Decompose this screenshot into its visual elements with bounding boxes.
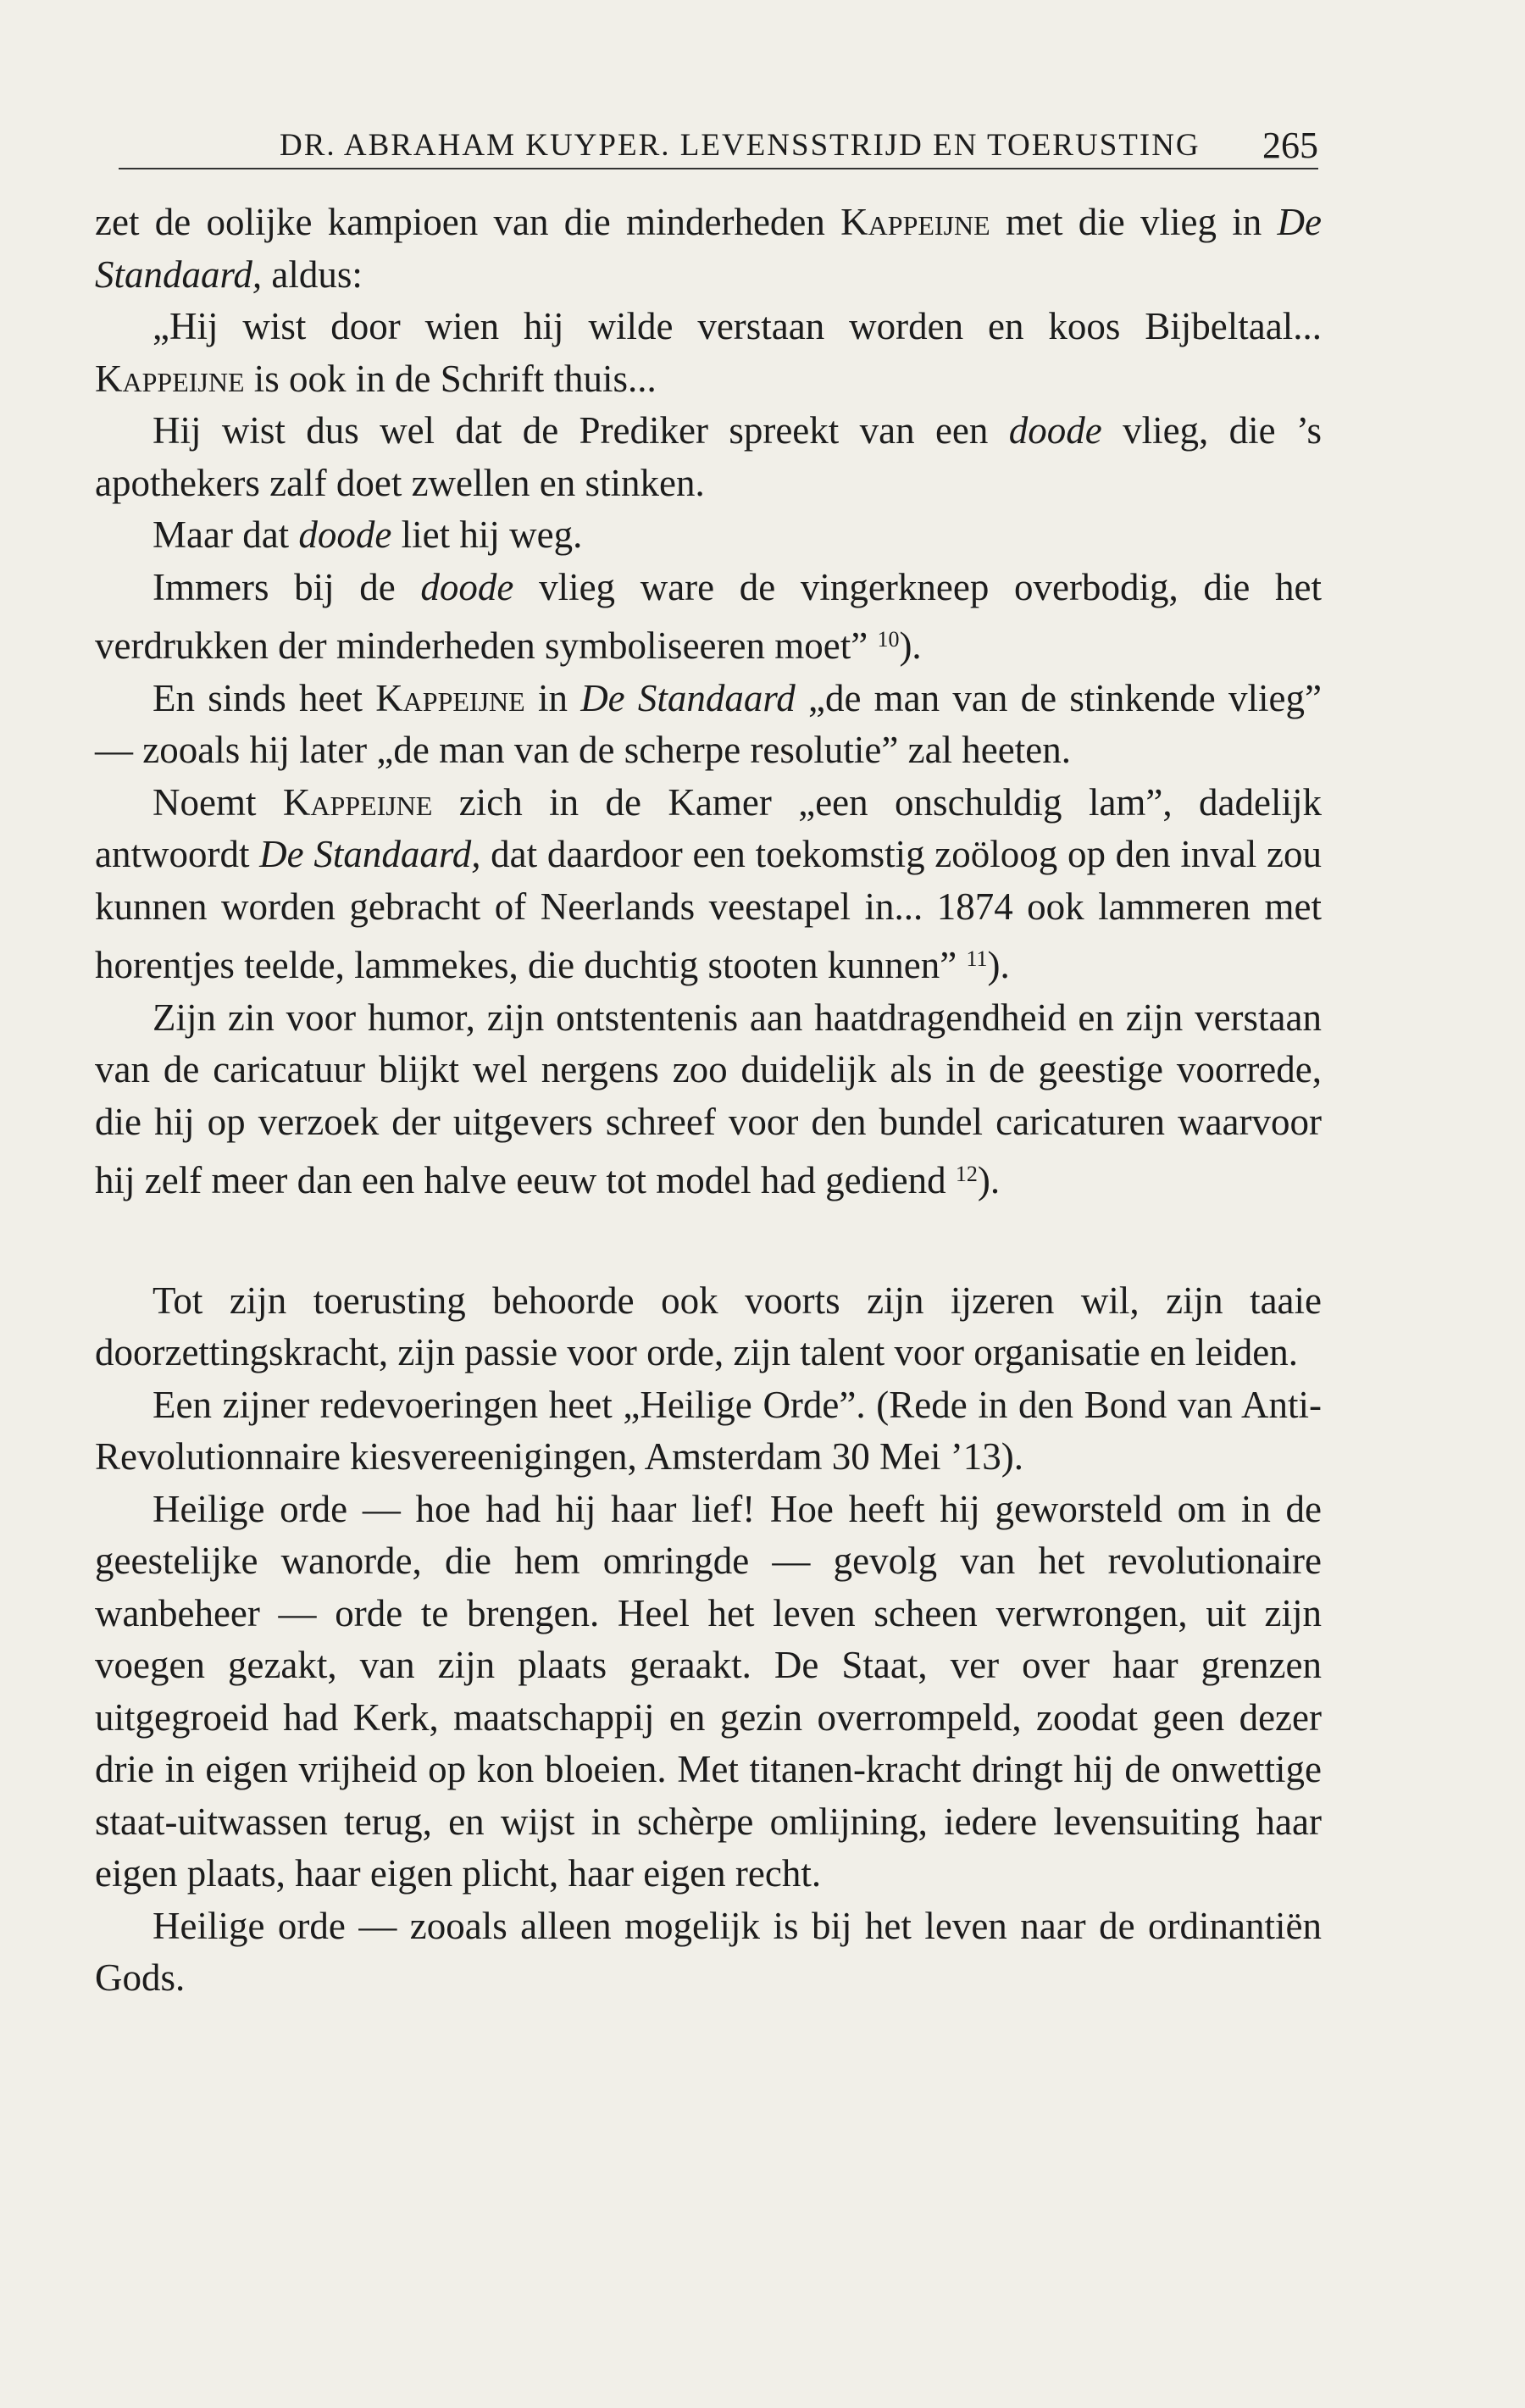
paragraph-p5: Immers bij de doode vlieg ware de vingerkneep overbodig, die het verdrukken der minderheden symboliseeren moet” $^{10}$). [95, 565, 1322, 667]
page-number: 265 [1262, 125, 1318, 166]
paragraph-p1: zet de oolijke kampioen van die minderheden Kappeijne met die vlieg in De Standaard, aldus: [95, 201, 1322, 296]
paragraph-p7: Noemt Kappeijne zich in de Kamer „een onschuldig lam”, dadelijk antwoordt De Standaard, dat daardoor een toekomstig zoöloog op den inval zou kunnen worden gebracht of Neerlands veestapel in... 1874 ook lammeren met horentjes teelde, lammekes, die duchtig stooten kunnen” $^{11}$). [95, 780, 1323, 986]
paragraph-p2: „Hij wist door wien hij wilde verstaan worden en koos Bijbeltaal... Kappeijne is ook in de Schrift thuis... [95, 305, 1322, 400]
section-gap [95, 1207, 1322, 1275]
paragraph-p3: Hij wist dus wel dat de Prediker spreekt van een doode vlieg, die ’s apothekers zalf doet zwellen en stinken. [95, 409, 1322, 504]
paragraph-p10: Een zijner redevoeringen heet „Heilige Orde”. (Rede in den Bond van Anti-Revolutionnaire kiesvereenigingen, Amsterdam 30 Mei ’13). [95, 1383, 1322, 1478]
paragraph-p12: Heilige orde — zooals alleen mogelijk is bij het leven naar de ordinantiën Gods. [95, 1904, 1322, 1999]
paragraph-p6: En sinds heet Kappeijne in De Standaard „de man van de stinkende vlieg” — zooals hij later „de man van de scherpe resolutie” zal heeten. [95, 676, 1322, 771]
paragraph-p4: Maar dat doode liet hij weg. [152, 513, 583, 556]
paragraph-p11: Heilige orde — hoe had hij haar lief! Hoe heeft hij geworsteld om in de geestelijke wanorde, die hem omringde — gevolg van het revolutionaire wanbeheer — orde te brengen. Heel het leven scheen verwrongen, uit zijn voegen gezakt, van zijn plaats geraakt. De Staat, ver over haar grenzen uitgegroeid had Kerk, maatschappij en gezin overrompeld, zoodat geen dezer drie in eigen vrijheid op kon bloeien. Met titanen-kracht dringt hij de onwettige staat-uitwassen terug, en wijst in schèrpe omlijning, iedere levensuiting haar eigen plaats, haar eigen plicht, haar eigen recht. [95, 1487, 1322, 1895]
paragraph-p9: Tot zijn toerusting behoorde ook voorts zijn ijzeren wil, zijn taaie doorzettingskracht, zijn passie voor orde, zijn talent voor organisatie en leiden. [95, 1279, 1322, 1373]
page-body [95, 197, 1322, 2005]
running-head: DR. ABRAHAM KUYPER. LEVENSSTRIJD EN TOERUSTING [280, 128, 1201, 163]
paragraph-p8: Zijn zin voor humor, zijn ontstentenis aan haatdragendheid en zijn verstaan van de caricatuur blijkt wel nergens zoo duidelijk als in de geestige voorrede, die hij op verzoek der uitgevers schreef voor den bundel caricaturen waarvoor hij zelf meer dan een halve eeuw tot model had gediend $^{12}$). [95, 996, 1322, 1201]
page-header [119, 127, 1318, 169]
